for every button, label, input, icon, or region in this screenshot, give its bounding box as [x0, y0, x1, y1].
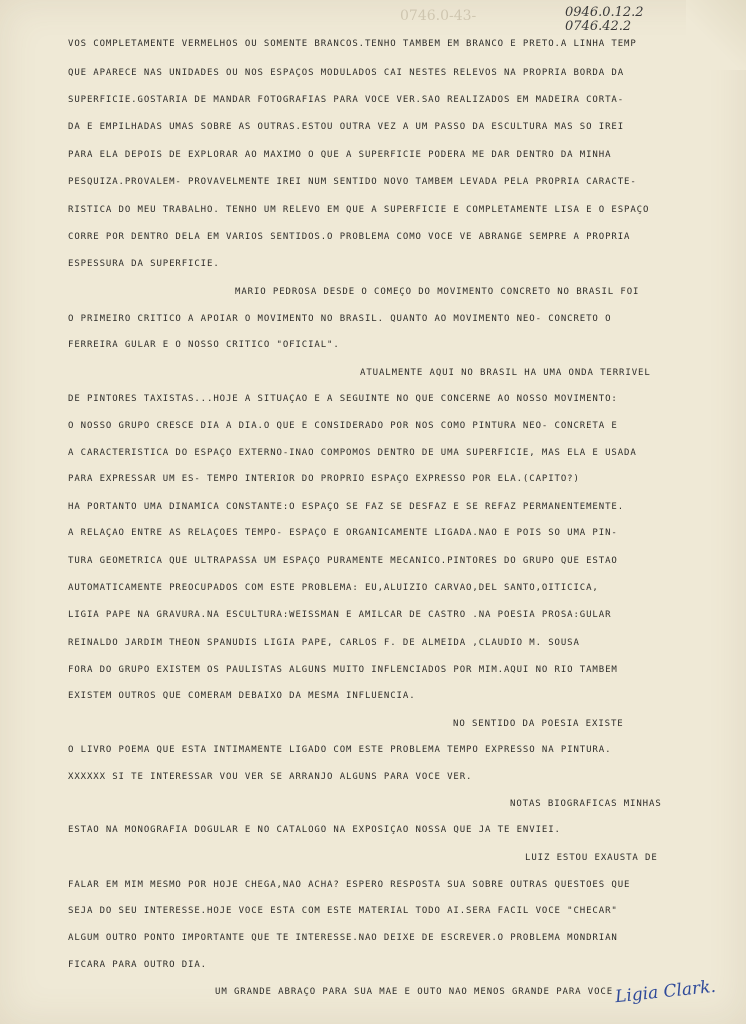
letter-line: SEJA DO SEU INTERESSE.HOJE VOCE ESTA COM ESTE MATERIAL TODO AI.SERA FACIL VOCE "CHECAR" — [68, 906, 618, 916]
letter-line: O PRIMEIRO CRITICO A APOIAR O MOVIMENTO NO BRASIL. QUANTO AO MOVIMENTO NEO- CONCRETO O — [68, 314, 612, 324]
letter-line: A CARACTERISTICA DO ESPAÇO EXTERNO-INAO COMPOMOS DENTRO DE UMA SUPERFICIE, MAS ELA E USADA — [68, 448, 637, 458]
letter-line: VOS COMPLETAMENTE VERMELHOS OU SOMENTE BRANCOS.TENHO TAMBEM EM BRANCO E PRETO.A LINHA TEMP — [68, 39, 637, 49]
archive-codes — [565, 6, 644, 34]
letter-line: SUPERFICIE.GOSTARIA DE MANDAR FOTOGRAFIAS PARA VOCE VER.SAO REALIZADOS EM MADEIRA CORTA- — [68, 95, 625, 105]
letter-line: ESPESSURA DA SUPERFICIE. — [68, 259, 220, 269]
letter-line: LUIZ ESTOU EXAUSTA DE — [525, 853, 658, 863]
letter-line: RISTICA DO MEU TRABALHO. TENHO UM RELEVO EM QUE A SUPERFICIE E COMPLETAMENTE LISA E O ESPAÇO — [68, 205, 650, 215]
letter-line: DA E EMPILHADAS UMAS SOBRE AS OUTRAS.ESTOU OUTRA VEZ A UM PASSO DA ESCULTURA MAS SO IREI — [68, 122, 625, 132]
letter-line: XXXXXX SI TE INTERESSAR VOU VER SE ARRANJO ALGUNS PARA VOCE VER. — [68, 772, 473, 782]
letter-line: O LIVRO POEMA QUE ESTA INTIMAMENTE LIGADO COM ESTE PROBLEMA TEMPO EXPRESSO NA PINTURA. — [68, 745, 612, 755]
letter-line: UM GRANDE ABRAÇO PARA SUA MAE E OUTO NAO MENOS GRANDE PARA VOCE — [215, 987, 614, 997]
letter-line: O NOSSO GRUPO CRESCE DIA A DIA.O QUE E CONSIDERADO POR NOS COMO PINTURA NEO- CONCRETA E — [68, 421, 618, 431]
letter-line: AUTOMATICAMENTE PREOCUPADOS COM ESTE PROBLEMA: EU,ALUIZIO CARVAO,DEL SANTO,OITICICA, — [68, 583, 599, 593]
letter-line: QUE APARECE NAS UNIDADES OU NOS ESPAÇOS MODULADOS CAI NESTES RELEVOS NA PROPRIA BORDA DA — [68, 68, 625, 78]
letter-line: NOTAS BIOGRAFICAS MINHAS — [510, 799, 662, 809]
archive-code-faint: 0746.0-43- — [400, 8, 477, 24]
letter-line: PARA EXPRESSAR UM ES- TEMPO INTERIOR DO PROPRIO ESPAÇO EXPRESSO POR ELA.(CAPITO?) — [68, 474, 580, 484]
letter-line: PESQUIZA.PROVALEM- PROVAVELMENTE IREI NUM SENTIDO NOVO TAMBEM LEVADA PELA PROPRIA CARACTE- — [68, 177, 637, 187]
letter-line: LIGIA PAPE NA GRAVURA.NA ESCULTURA:WEISSMAN E AMILCAR DE CASTRO .NA POESIA PROSA:GULAR — [68, 610, 612, 620]
archive-code-2: 0746.42.2 — [565, 19, 632, 34]
letter-line: DE PINTORES TAXISTAS...HOJE A SITUAÇAO E A SEGUINTE NO QUE CONCERNE AO NOSSO MOVIMENTO: — [68, 394, 618, 404]
letter-line: EXISTEM OUTROS QUE COMERAM DEBAIXO DA MESMA INFLUENCIA. — [68, 691, 416, 701]
letter-line: PARA ELA DEPOIS DE EXPLORAR AO MAXIMO O QUE A SUPERFICIE PODERA ME DAR DENTRO DA MINHA — [68, 150, 612, 160]
page-corner-fold — [686, 0, 746, 70]
handwritten-signature: Ligia Clark. — [614, 976, 717, 1008]
letter-line: ALGUM OUTRO PONTO IMPORTANTE QUE TE INTERESSE.NAO DEIXE DE ESCREVER.O PROBLEMA MONDRIAN — [68, 933, 618, 943]
letter-line: FICARA PARA OUTRO DIA. — [68, 960, 208, 970]
letter-line: NO SENTIDO DA POESIA EXISTE — [453, 719, 624, 729]
letter-line: CORRE POR DENTRO DELA EM VARIOS SENTIDOS.O PROBLEMA COMO VOCE VE ABRANGE SEMPRE A PROPRIA — [68, 232, 631, 242]
letter-line: TURA GEOMETRICA QUE ULTRAPASSA UM ESPAÇO PURAMENTE MECANICO.PINTORES DO GRUPO QUE ESTAO — [68, 556, 618, 566]
letter-line: FORA DO GRUPO EXISTEM OS PAULISTAS ALGUNS MUITO INFLENCIADOS POR MIM.AQUI NO RIO TAMBEM — [68, 665, 618, 675]
letter-line: ESTAO NA MONOGRAFIA DOGULAR E NO CATALOGO NA EXPOSIÇAO NOSSA QUE JA TE ENVIEI. — [68, 825, 561, 835]
letter-line: FERREIRA GULAR E O NOSSO CRITICO "OFICIAL". — [68, 340, 340, 350]
letter-line: ATUALMENTE AQUI NO BRASIL HA UMA ONDA TERRIVEL — [360, 368, 651, 378]
letter-line: A RELAÇAO ENTRE AS RELAÇOES TEMPO- ESPAÇO E ORGANICAMENTE LIGADA.NAO E POIS SO UMA PIN- — [68, 528, 618, 538]
letter-line: REINALDO JARDIM THEON SPANUDIS LIGIA PAPE, CARLOS F. DE ALMEIDA ,CLAUDIO M. SOUSA — [68, 638, 580, 648]
letter-line: HA PORTANTO UMA DINAMICA CONSTANTE:O ESPAÇO SE FAZ SE DESFAZ E SE REFAZ PERMANENTEMENTE. — [68, 502, 625, 512]
letter-line: FALAR EM MIM MESMO POR HOJE CHEGA,NAO ACHA? ESPERO RESPOSTA SUA SOBRE OUTRAS QUESTOES QUE — [68, 880, 631, 890]
archive-code-1: 0946.0.12.2 — [565, 5, 644, 20]
letter-line: MARIO PEDROSA DESDE O COMEÇO DO MOVIMENTO CONCRETO NO BRASIL FOI — [235, 287, 640, 297]
